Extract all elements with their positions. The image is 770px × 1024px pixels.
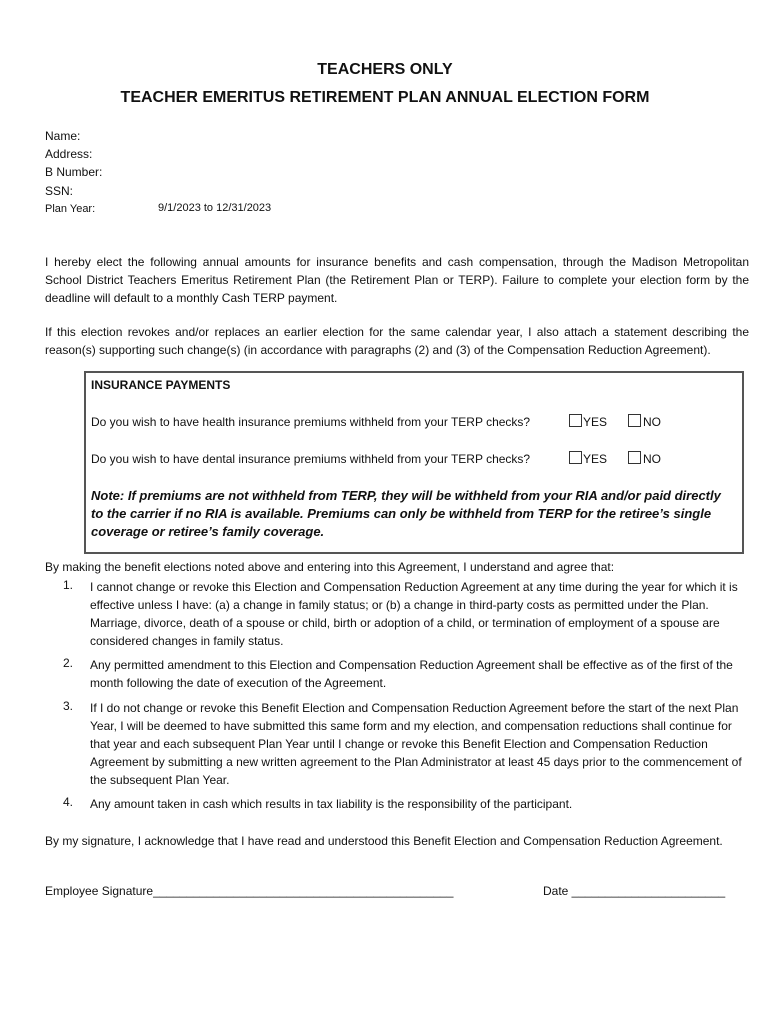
list-item-text: Any amount taken in cash which results in tax liability is the responsibility of the participant. xyxy=(90,797,573,811)
premiums-note: Note: If premiums are not withheld from TERP, they will be withheld from your RIA and/or paid directly to the carrier if no RIA is available. Premiums can only be withheld from TERP for the retiree’s single coverage or retiree’s family coverage. xyxy=(91,488,721,539)
list-item-text: If I do not change or revoke this Benefit Election and Compensation Reduction Agreement before the start of the next Plan Year, I will be deemed to have submitted this same form and my election, and compensation reductions shall continue for that year and each subsequent Plan Year until I change or revoke this Benefit Election and Compensation Reduction Agreement by submitting a new written agreement to the Plan Administrator at least 45 days prior to the commencement of the subsequent Plan Year. xyxy=(90,701,742,787)
list-item-number: 4. xyxy=(63,795,74,809)
agreement-intro: By making the benefit elections noted above and entering into this Agreement, I understand and agree that: xyxy=(45,560,615,574)
acknowledgement-paragraph: By my signature, I acknowledge that I have read and understood this Benefit Election and Compensation Reduction Agreement. xyxy=(45,834,723,848)
dental-no-label: NO xyxy=(643,452,661,466)
address-label: Address: xyxy=(45,147,93,161)
revocation-paragraph: If this election revokes and/or replaces an earlier election for the same calendar year, I also attach a statement describing the reason(s) supporting such change(s) (in accordance with paragraphs (2) and (3) of the Compensation Reduction Agreement). xyxy=(45,325,749,357)
list-item-text: Any permitted amendment to this Election and Compensation Reduction Agreement shall be effective as of the first of the month following the date of execution of the Agreement. xyxy=(90,658,733,690)
health-yes-label: YES xyxy=(583,415,608,429)
health-yes-checkbox[interactable] xyxy=(569,414,582,427)
list-item-number: 1. xyxy=(63,578,74,592)
form-title-teachers-only: TEACHERS ONLY xyxy=(317,61,453,78)
insurance-payments-heading: INSURANCE PAYMENTS xyxy=(91,378,231,392)
dental-no-checkbox[interactable] xyxy=(628,451,641,464)
form-title-main: TEACHER EMERITUS RETIREMENT PLAN ANNUAL ELECTION FORM xyxy=(120,89,650,106)
plan-year-label: Plan Year: xyxy=(45,203,96,215)
b-number-label: B Number: xyxy=(45,165,103,179)
list-item-text: I cannot change or revoke this Election and Compensation Reduction Agreement at any time during the year for which it is effective unless I have: (a) a change in family status; or (b) a change in third-party costs as permitted under the Plan. Marriage, divorce, death of a spouse or child, birth or adoption of a child, or termination of employment of a spouse are considered changes in family status. xyxy=(90,580,738,648)
election-paragraph: I hereby elect the following annual amounts for insurance benefits and cash compensation, through the Madison Metropolitan School District Teachers Emeritus Retirement Plan (the Retirement Plan or TERP). Failure to complete your election form by the deadline will default to a monthly Cash TERP payment. xyxy=(45,255,749,305)
dental-yes-label: YES xyxy=(583,452,608,466)
list-item-number: 3. xyxy=(63,699,74,713)
ssn-label: SSN: xyxy=(45,184,74,198)
dental-insurance-question: Do you wish to have dental insurance premiums withheld from your TERP checks? xyxy=(91,452,531,466)
health-no-checkbox[interactable] xyxy=(628,414,641,427)
dental-yes-checkbox[interactable] xyxy=(569,451,582,464)
health-no-label: NO xyxy=(643,415,661,429)
plan-year-value: 9/1/2023 to 12/31/2023 xyxy=(158,202,272,214)
name-label: Name: xyxy=(45,129,81,143)
health-insurance-question: Do you wish to have health insurance premiums withheld from your TERP checks? xyxy=(91,415,531,429)
date-line[interactable]: Date _______________________ xyxy=(543,884,726,898)
employee-signature-line[interactable]: Employee Signature_____________________________________________ xyxy=(45,884,454,898)
list-item-number: 2. xyxy=(63,656,74,670)
